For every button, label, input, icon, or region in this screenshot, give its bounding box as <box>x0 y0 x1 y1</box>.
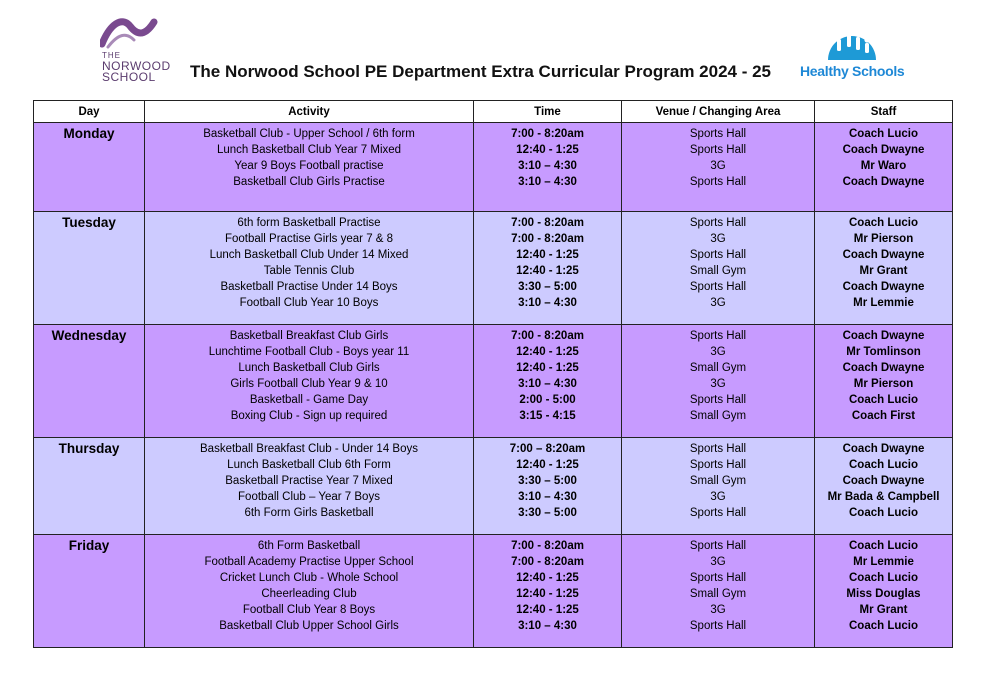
staff-cell <box>815 212 953 325</box>
venue-text: Small Gym <box>689 588 747 600</box>
day-label: Wednesday <box>34 325 145 438</box>
staff-text: Mr Grant <box>859 604 908 616</box>
venue-text: Small Gym <box>689 410 747 422</box>
activity-text: Lunchtime Football Club - Boys year 11 <box>208 346 410 358</box>
staff-text: Mr Bada & Campbell <box>827 491 940 503</box>
venue-text: Sports Hall <box>689 128 747 140</box>
venue-text: Sports Hall <box>689 507 747 519</box>
activity-text: Football Practise Girls year 7 & 8 <box>224 233 394 245</box>
staff-text: Coach Dwayne <box>842 443 925 455</box>
day-row-wednesday <box>34 325 953 438</box>
time-text: 7:00 - 8:20am <box>511 233 584 245</box>
staff-text: Coach Lucio <box>848 507 918 519</box>
time-cell <box>474 123 622 212</box>
healthy-schools-figures-icon <box>824 20 880 62</box>
activity-text: Football Academy Practise Upper School <box>204 556 414 568</box>
time-text: 12:40 - 1:25 <box>516 144 579 156</box>
staff-text: Coach Dwayne <box>842 144 925 156</box>
activity-text: Cricket Lunch Club - Whole School <box>219 572 399 584</box>
staff-text: Coach Lucio <box>848 620 918 632</box>
activity-text: Year 9 Boys Football practise <box>234 160 384 172</box>
healthy-schools-text: Healthy Schools <box>800 63 905 79</box>
time-text: 3:10 – 4:30 <box>518 297 577 309</box>
staff-text: Mr Tomlinson <box>846 346 921 358</box>
column-header-day: Day <box>34 101 145 123</box>
venue-text: Sports Hall <box>689 249 747 261</box>
time-cell <box>474 438 622 535</box>
time-text: 12:40 - 1:25 <box>516 572 579 584</box>
time-text: 7:00 - 8:20am <box>511 217 584 229</box>
logo-line-school: SCHOOL <box>102 70 156 84</box>
venue-text: 3G <box>710 378 726 390</box>
time-text: 2:00 - 5:00 <box>519 394 576 406</box>
venue-text: 3G <box>710 491 726 503</box>
activity-text: 6th Form Basketball <box>257 540 361 552</box>
activity-text: Lunch Basketball Club Under 14 Mixed <box>209 249 409 261</box>
time-text: 7:00 – 8:20am <box>509 443 586 455</box>
activity-text: Football Club Year 10 Boys <box>239 297 379 309</box>
staff-text: Coach Dwayne <box>842 330 925 342</box>
time-text: 3:15 - 4:15 <box>519 410 576 422</box>
venue-text: Sports Hall <box>689 572 747 584</box>
time-text: 12:40 - 1:25 <box>516 362 579 374</box>
venue-cell <box>622 123 815 212</box>
day-row-friday <box>34 535 953 648</box>
day-row-monday <box>34 123 953 212</box>
healthy-schools-logo <box>798 20 908 80</box>
activity-cell <box>145 438 474 535</box>
activity-text: Lunch Basketball Club Girls <box>238 362 380 374</box>
activity-text: Football Club Year 8 Boys <box>242 604 376 616</box>
venue-text: Small Gym <box>689 362 747 374</box>
staff-text: Mr Pierson <box>853 378 914 390</box>
schedule-table <box>33 100 953 648</box>
venue-text: Small Gym <box>689 265 747 277</box>
venue-cell <box>622 212 815 325</box>
activity-text: Lunch Basketball Club 6th Form <box>227 459 391 471</box>
activity-cell <box>145 325 474 438</box>
venue-text: 3G <box>710 346 726 358</box>
staff-text: Mr Waro <box>860 160 907 172</box>
activity-text: Basketball Breakfast Club Girls <box>229 330 389 342</box>
time-text: 7:00 - 8:20am <box>511 128 584 140</box>
day-label: Thursday <box>34 438 145 535</box>
activity-text: Basketball Club Girls Practise <box>233 176 385 188</box>
activity-text: 6th Form Girls Basketball <box>244 507 374 519</box>
venue-text: 3G <box>710 233 726 245</box>
activity-cell <box>145 535 474 648</box>
norwood-logo-text <box>102 50 171 83</box>
staff-text: Coach Dwayne <box>842 475 925 487</box>
venue-text: 3G <box>710 556 726 568</box>
column-header-activity: Activity <box>145 101 474 123</box>
day-label: Friday <box>34 535 145 648</box>
activity-text: Basketball Practise Year 7 Mixed <box>225 475 393 487</box>
day-label: Tuesday <box>34 212 145 325</box>
venue-cell <box>622 438 815 535</box>
staff-cell <box>815 123 953 212</box>
staff-text: Coach Dwayne <box>842 249 925 261</box>
activity-text: Lunch Basketball Club Year 7 Mixed <box>216 144 402 156</box>
time-text: 3:10 – 4:30 <box>518 620 577 632</box>
activity-text: Boxing Club - Sign up required <box>230 410 388 422</box>
time-text: 3:10 – 4:30 <box>518 378 577 390</box>
venue-text: Sports Hall <box>689 459 747 471</box>
time-cell <box>474 535 622 648</box>
staff-text: Coach Dwayne <box>842 362 925 374</box>
time-text: 12:40 - 1:25 <box>516 588 579 600</box>
norwood-swoosh-icon <box>100 14 160 50</box>
staff-text: Mr Lemmie <box>853 297 914 309</box>
venue-text: Sports Hall <box>689 144 747 156</box>
venue-text: Sports Hall <box>689 281 747 293</box>
time-text: 12:40 - 1:25 <box>516 346 579 358</box>
venue-text: Small Gym <box>689 475 747 487</box>
venue-text: Sports Hall <box>689 620 747 632</box>
column-header-venue: Venue / Changing Area <box>622 101 815 123</box>
staff-text: Coach Dwayne <box>842 176 925 188</box>
day-label: Monday <box>34 123 145 212</box>
venue-text: 3G <box>710 604 726 616</box>
activity-text: Basketball Practise Under 14 Boys <box>220 281 398 293</box>
staff-cell <box>815 535 953 648</box>
column-header-time: Time <box>474 101 622 123</box>
norwood-school-logo <box>98 14 190 84</box>
staff-cell <box>815 325 953 438</box>
staff-text: Coach Lucio <box>848 572 918 584</box>
time-text: 12:40 - 1:25 <box>516 265 579 277</box>
venue-text: Sports Hall <box>689 330 747 342</box>
time-cell <box>474 325 622 438</box>
time-text: 3:30 – 5:00 <box>518 475 577 487</box>
venue-text: Sports Hall <box>689 540 747 552</box>
page-title: The Norwood School PE Department Extra Curricular Program 2024 - 25 <box>190 62 771 81</box>
staff-text: Coach Lucio <box>848 394 918 406</box>
staff-text: Coach First <box>851 410 916 422</box>
activity-cell <box>145 212 474 325</box>
venue-text: Sports Hall <box>689 394 747 406</box>
staff-cell <box>815 438 953 535</box>
activity-cell <box>145 123 474 212</box>
time-text: 3:10 – 4:30 <box>518 491 577 503</box>
table-header-row <box>34 101 953 123</box>
activity-text: Basketball Breakfast Club - Under 14 Boys <box>200 443 418 455</box>
staff-text: Mr Pierson <box>853 233 914 245</box>
day-row-tuesday <box>34 212 953 325</box>
venue-text: Sports Hall <box>689 176 747 188</box>
logo-line-norwood: NORWOOD <box>102 59 171 73</box>
staff-text: Mr Grant <box>859 265 908 277</box>
column-header-staff: Staff <box>815 101 953 123</box>
time-text: 3:10 – 4:30 <box>518 160 577 172</box>
time-text: 3:30 – 5:00 <box>518 507 577 519</box>
venue-text: 3G <box>710 160 726 172</box>
venue-cell <box>622 535 815 648</box>
logo-line-the: THE <box>102 51 121 60</box>
staff-text: Coach Lucio <box>848 128 918 140</box>
staff-text: Miss Douglas <box>846 588 921 600</box>
staff-text: Coach Dwayne <box>842 281 925 293</box>
activity-text: 6th form Basketball Practise <box>237 217 381 229</box>
time-text: 3:10 – 4:30 <box>518 176 577 188</box>
staff-text: Mr Lemmie <box>853 556 914 568</box>
activity-text: Cheerleading Club <box>261 588 357 600</box>
venue-text: 3G <box>710 297 726 309</box>
activity-text: Basketball Club - Upper School / 6th form <box>203 128 415 140</box>
day-row-thursday <box>34 438 953 535</box>
activity-text: Table Tennis Club <box>263 265 355 277</box>
staff-text: Coach Lucio <box>848 217 918 229</box>
activity-text: Football Club – Year 7 Boys <box>238 491 380 503</box>
staff-text: Coach Lucio <box>848 540 918 552</box>
venue-cell <box>622 325 815 438</box>
venue-text: Sports Hall <box>689 443 747 455</box>
time-text: 12:40 - 1:25 <box>516 249 579 261</box>
staff-text: Coach Lucio <box>848 459 918 471</box>
time-cell <box>474 212 622 325</box>
time-text: 7:00 - 8:20am <box>511 556 584 568</box>
time-text: 12:40 - 1:25 <box>516 604 579 616</box>
time-text: 7:00 - 8:20am <box>511 540 584 552</box>
venue-text: Sports Hall <box>689 217 747 229</box>
time-text: 3:30 – 5:00 <box>518 281 577 293</box>
time-text: 12:40 - 1:25 <box>516 459 579 471</box>
activity-text: Girls Football Club Year 9 & 10 <box>230 378 388 390</box>
activity-text: Basketball Club Upper School Girls <box>219 620 399 632</box>
time-text: 7:00 - 8:20am <box>511 330 584 342</box>
activity-text: Basketball - Game Day <box>249 394 369 406</box>
